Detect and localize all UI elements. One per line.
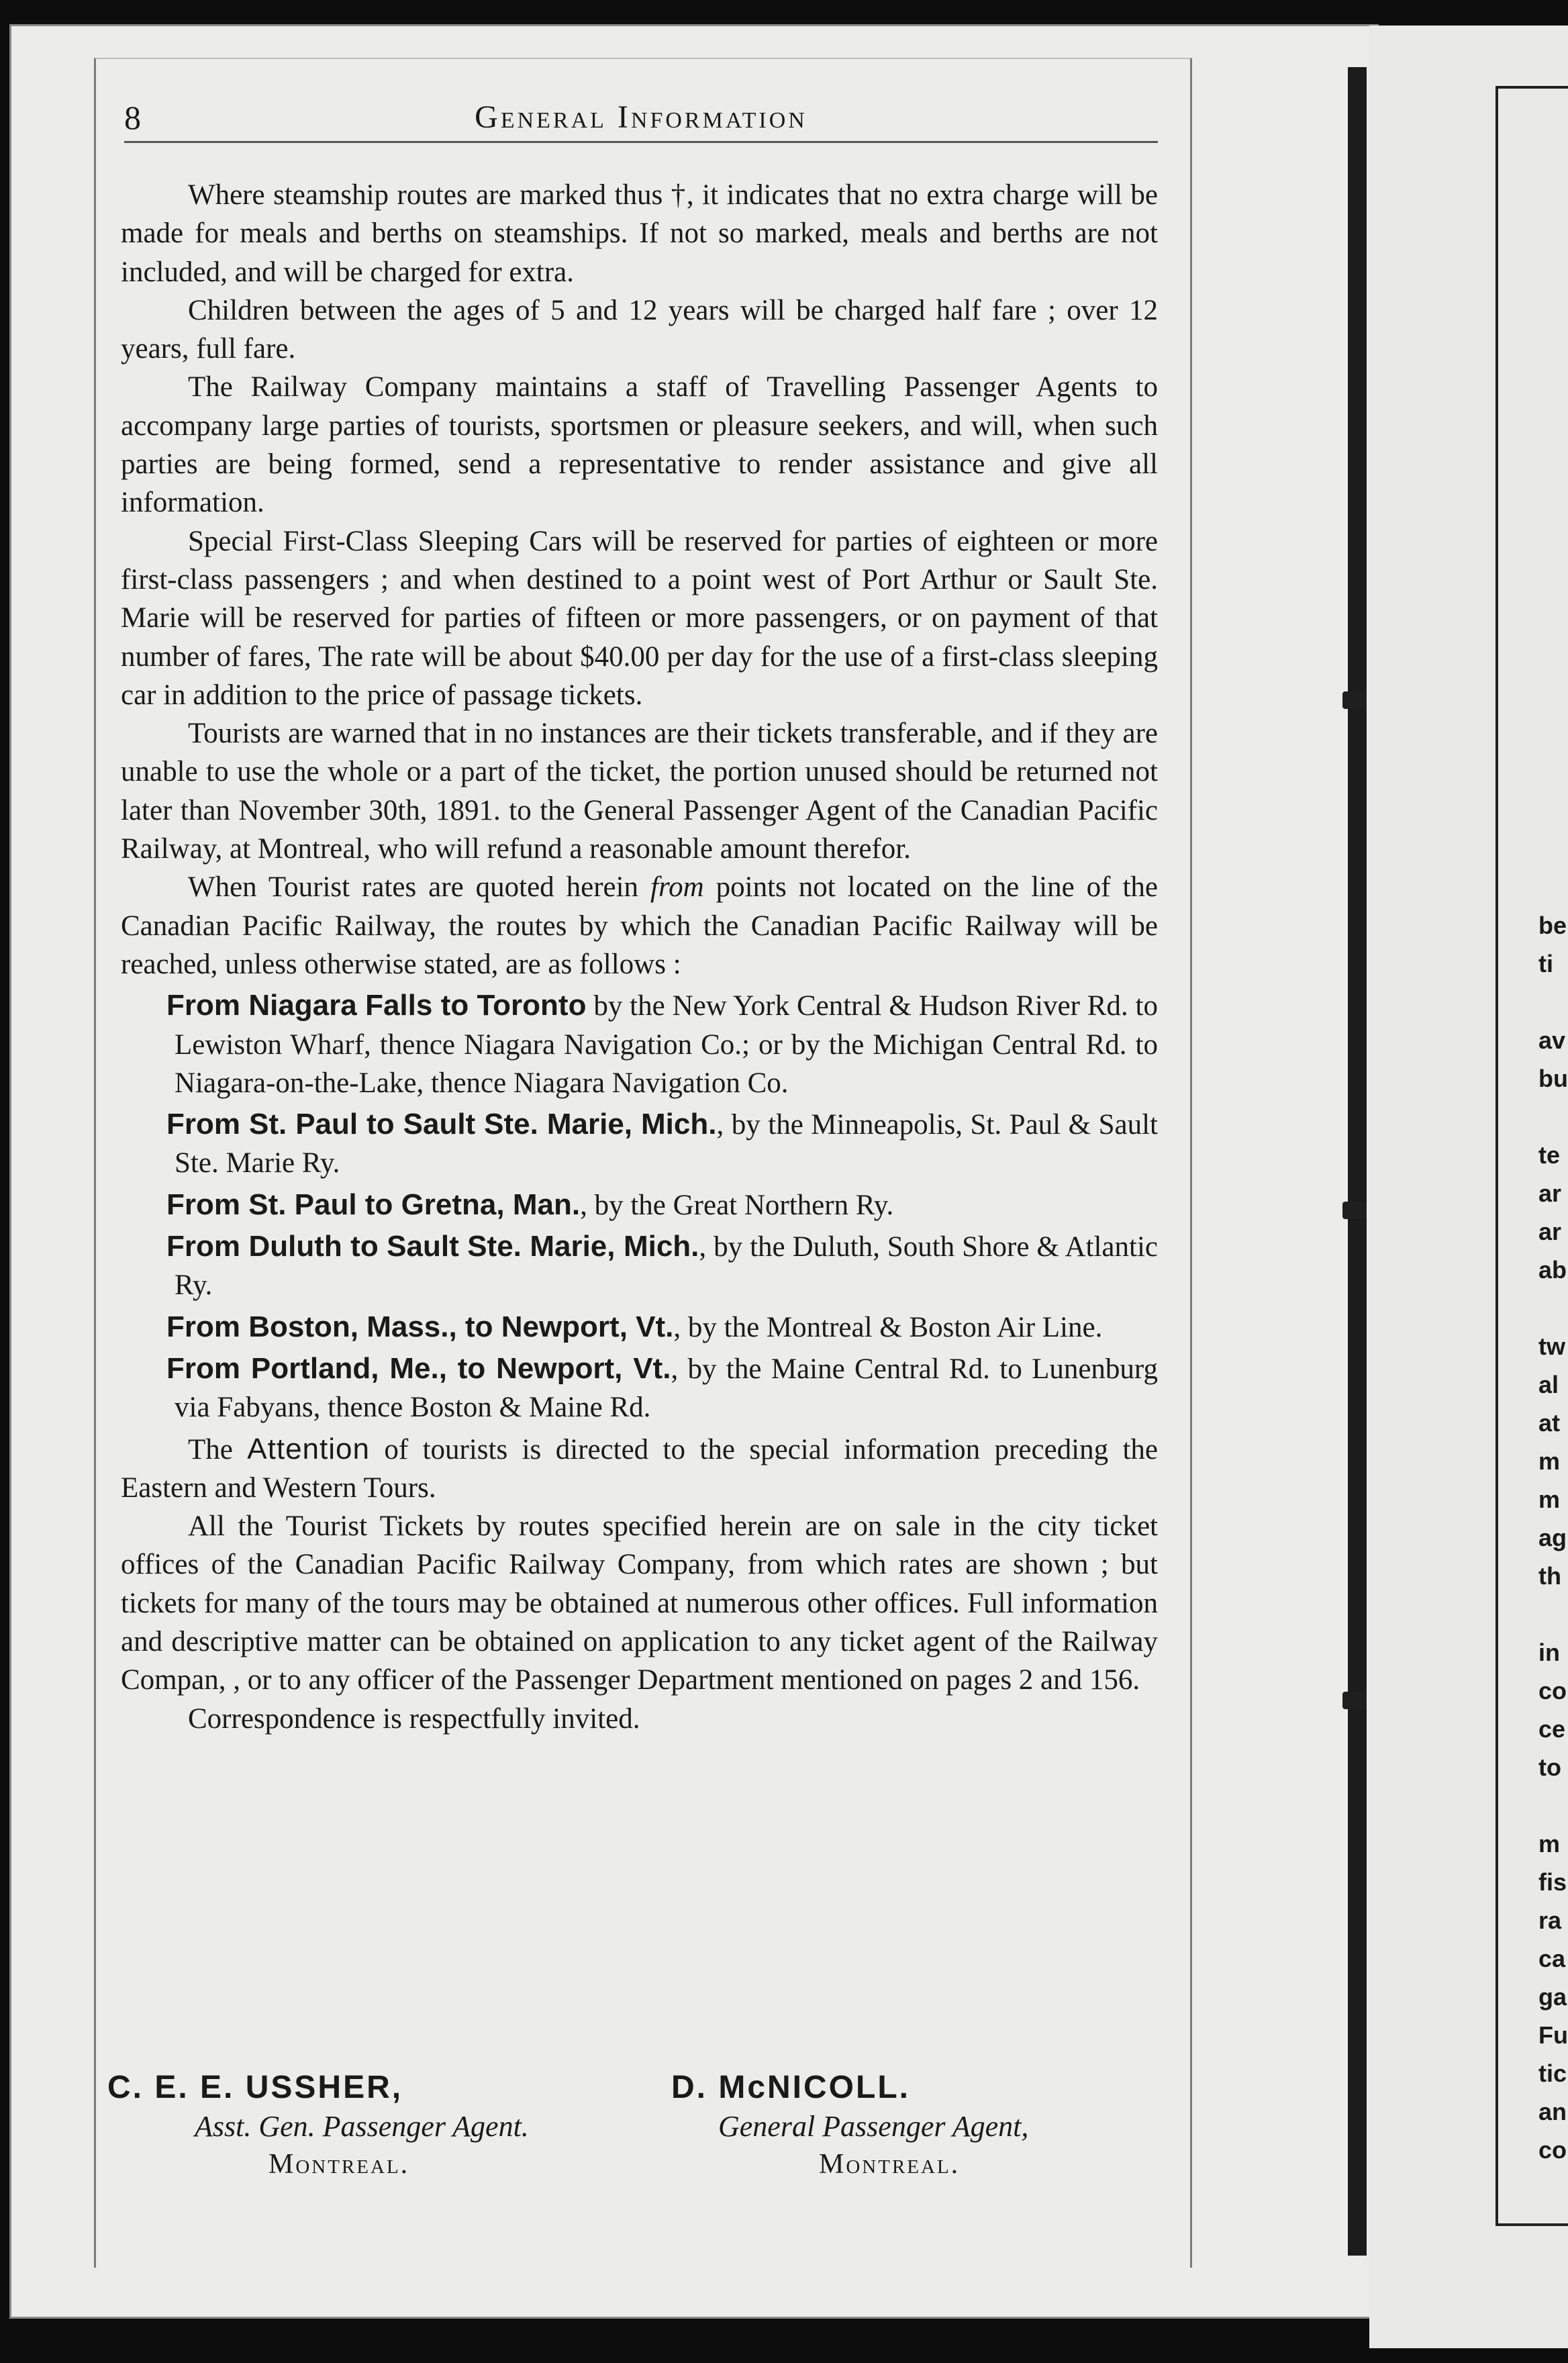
page-number: 8	[124, 99, 141, 136]
adjacent-fragment: te	[1538, 1141, 1561, 1169]
adjacent-fragment: ga	[1538, 1983, 1567, 2011]
binding-tab-icon	[1342, 1692, 1367, 1709]
adjacent-fragment: ce	[1538, 1715, 1566, 1743]
route-lead: From St. Paul to Sault Ste. Marie, Mich.	[166, 1108, 717, 1141]
binding-tab-icon	[1342, 691, 1367, 709]
paragraph-steamship-routes: Where steamship routes are marked thus †, it indicates that no extra charge will be made for meals and berths on steamships. If not so marked, meals and berths are not included, and will be charged for extra.	[121, 179, 1158, 288]
route-lead: From Portland, Me., to Newport, Vt.	[166, 1351, 671, 1385]
route-lead: From St. Paul to Gretna, Man.	[166, 1188, 581, 1221]
adjacent-fragment: Fu	[1538, 2021, 1568, 2049]
route-detail: , by the Montreal & Boston Air Line.	[673, 1311, 1103, 1343]
signature-left	[107, 2068, 631, 2183]
signatory-title: Asst. Gen. Passenger Agent.	[195, 2110, 529, 2143]
adjacent-fragment: ar	[1538, 1218, 1562, 1245]
adjacent-fragment: an	[1538, 2098, 1567, 2125]
adjacent-fragment: al	[1538, 1371, 1559, 1398]
paragraph-sleeping-cars: Special First-Class Sleeping Cars will be reserved for parties of eighteen or more first-class passengers ; and when destined to a point west of Port Arthur or Sault Ste. Marie will be reserved for parties of fifteen or more passengers, or on payment of that number of fares, The rate will be about $40.00 per day for the use of a first-class sleeping car in addition to the price of passage tickets.	[121, 525, 1158, 711]
text-segment: of tourists is directed to the special information preceding the Eastern and Western Tours.	[121, 1433, 1158, 1504]
text-segment: points not located on the line of the Canadian Pacific Railway, the routes by which the Canadian Pacific Railway will be reached, unless otherwise stated, are as follows :	[121, 871, 1158, 980]
adjacent-fragment: av	[1538, 1026, 1566, 1054]
adjacent-fragment: in	[1538, 1639, 1560, 1666]
adjacent-fragment	[1538, 1098, 1568, 1136]
adjacent-fragment	[1538, 1595, 1568, 1633]
adjacent-fragment: ra	[1538, 1907, 1562, 1934]
signature-right	[671, 2068, 1195, 2183]
paragraph-ticket-offices: All the Tourist Tickets by routes specified herein are on sale in the city ticket offices of the Canadian Pacific Railway Company, from which rates are shown ; but tickets for many of the tours may be obtained at numerous other offices. Full information and descriptive matter can be obtained on application to any ticket agent of the Railway Compan, , or to any officer of the Passenger Department mentioned on pages 2 and 156.	[121, 1510, 1158, 1696]
paragraph-ticket-transfer: Tourists are warned that in no instances are their tickets transferable, and if they are unable to use the whole or a part of the ticket, the portion unused should be returned not later than November 30th, 1891. to the General Passenger Agent of the Canadian Pacific Railway, at Montreal, who will refund a reasonable amount therefor.	[121, 718, 1158, 865]
signatory-city: Montreal.	[268, 2149, 410, 2180]
paragraph-travelling-agents: The Railway Company maintains a staff of Travelling Passenger Agents to accompany large parties of tourists, sportsmen or pleasure seekers, and will, when such parties are being formed, send a representative to render assistance and give all information.	[121, 371, 1158, 519]
paragraph-children-fares: Children between the ages of 5 and 12 years will be charged half fare ; over 12 years, full fare.	[121, 294, 1158, 365]
adjacent-fragment: bu	[1538, 1065, 1568, 1092]
running-head: General Information	[475, 99, 807, 135]
route-list	[121, 986, 1158, 1427]
adjacent-fragment: m	[1538, 1830, 1561, 1858]
adjacent-fragment: to	[1538, 1753, 1561, 1781]
adjacent-fragment: ti	[1538, 950, 1553, 977]
attention-word: Attention	[247, 1432, 370, 1465]
adjacent-fragment: be	[1538, 912, 1567, 939]
adjacent-fragment	[1538, 1289, 1568, 1327]
paragraph-attention	[121, 1430, 1158, 1508]
route-lead: From Boston, Mass., to Newport, Vt.	[166, 1310, 674, 1343]
route-lead: From Niagara Falls to Toronto	[166, 989, 587, 1022]
page-header	[124, 94, 1158, 143]
adjacent-fragment: co	[1538, 1677, 1567, 1704]
route-item	[121, 1308, 1158, 1347]
adjacent-fragment: m	[1538, 1447, 1561, 1475]
adjacent-fragment: ab	[1538, 1256, 1567, 1284]
adjacent-fragment: m	[1538, 1486, 1561, 1513]
route-detail: , by the Duluth, South Shore & Atlantic Ry.	[175, 1231, 1158, 1302]
binding-tab-icon	[1342, 1202, 1367, 1219]
paragraph-correspondence: Correspondence is respectfully invited.	[188, 1702, 640, 1735]
paragraph-tourist-rates	[121, 868, 1158, 983]
route-item	[121, 1105, 1158, 1183]
adjacent-fragment: co	[1538, 2136, 1567, 2164]
adjacent-fragment: ca	[1538, 1945, 1566, 1972]
signatory-title: General Passenger Agent,	[718, 2110, 1029, 2143]
route-detail: , by the Minneapolis, St. Paul & Sault Ste. Marie Ry.	[175, 1109, 1158, 1179]
signatory-name: C. E. E. USSHER,	[107, 2070, 403, 2105]
signatory-city: Montreal.	[819, 2149, 961, 2180]
adjacent-fragment: ar	[1538, 1179, 1562, 1207]
adjacent-fragment: th	[1538, 1562, 1561, 1590]
route-item	[121, 1349, 1158, 1427]
adjacent-fragment: tic	[1538, 2060, 1567, 2087]
route-item	[121, 1227, 1158, 1305]
adjacent-page-text	[1538, 906, 1568, 2169]
route-detail: , by the Great Northern Ry.	[580, 1189, 894, 1221]
route-lead: From Duluth to Sault Ste. Marie, Mich.	[166, 1230, 699, 1263]
route-item	[121, 1186, 1158, 1224]
italic-from: from	[650, 871, 704, 904]
adjacent-fragment: tw	[1538, 1333, 1565, 1360]
book-spine-gutter	[1348, 67, 1367, 2256]
signatory-name: D. McNICOLL.	[671, 2070, 910, 2105]
route-item	[121, 986, 1158, 1102]
adjacent-fragment: ag	[1538, 1524, 1567, 1551]
page-body	[121, 176, 1158, 1738]
text-segment: When Tourist rates are quoted herein	[188, 871, 651, 904]
adjacent-fragment: at	[1538, 1409, 1561, 1437]
signature-block	[107, 2068, 1181, 2188]
route-detail: by the New York Central & Hudson River Rd. to Lewiston Wharf, thence Niagara Navigation Co.; or by the Michigan Central Rd. to Niagara-on-the-Lake, thence Niagara Navigation Co.	[175, 990, 1158, 1099]
adjacent-fragment: fis	[1538, 1868, 1567, 1896]
route-detail: , by the Maine Central Rd. to Lunenburg via Fabyans, thence Boston & Maine Rd.	[175, 1353, 1158, 1424]
adjacent-fragment	[1538, 1786, 1568, 1825]
adjacent-fragment	[1538, 983, 1568, 1021]
text-segment: The	[188, 1433, 248, 1465]
